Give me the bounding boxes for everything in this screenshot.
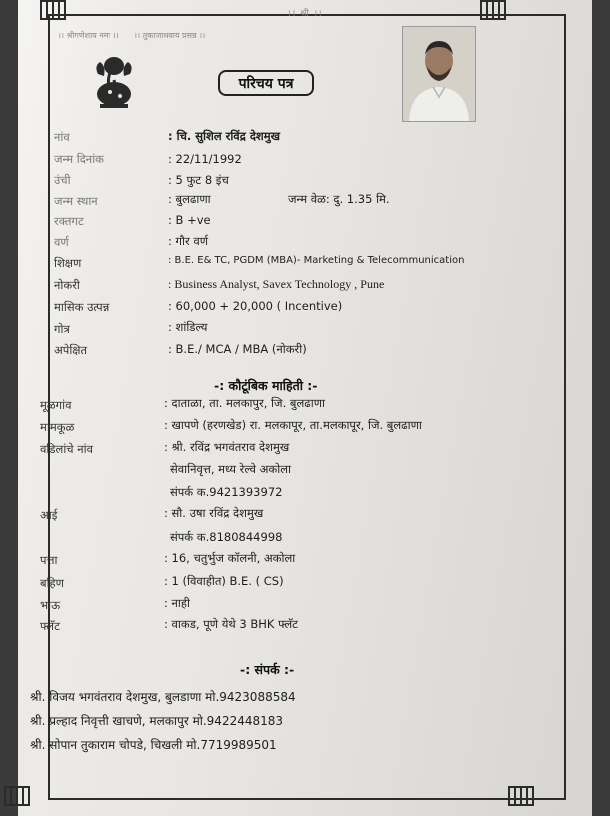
profile-photo	[402, 26, 476, 122]
label-income: मासिक उत्पन्न	[54, 300, 110, 314]
label-complexion: वर्ण	[54, 235, 69, 249]
document-title: परिचय पत्र	[218, 70, 314, 96]
biodata-sheet	[18, 0, 592, 816]
label-sister: बहिण	[40, 576, 64, 590]
corner-ornament-bottom-left	[4, 786, 30, 806]
value-sister: : 1 (विवाहीत) B.E. ( CS)	[164, 574, 284, 588]
contact-heading: -: संपर्क :-	[240, 662, 295, 677]
submantra-left: ।। श्रीगणेशाय नमः ।।	[58, 31, 119, 40]
value-name: : चि. सुशिल रविंद्र देशमुख	[168, 129, 281, 143]
value-brother: : नाही	[164, 596, 190, 610]
label-job: नोकरी	[54, 278, 80, 292]
value-mother: : सौ. उषा रविंद्र देशमुख	[164, 506, 264, 520]
label-mother: आई	[40, 508, 58, 522]
value-gotra: : शांडिल्य	[168, 320, 208, 334]
label-birthplace: जन्म स्थान	[54, 194, 98, 208]
submantra-right: ।। तुकाजाधवाय प्रसन्न ।।	[134, 31, 206, 40]
value-birth-time: जन्म वेळ: दु. 1.35 मि.	[288, 192, 390, 206]
contact-line: श्री. विजय भगवंतराव देशमुख, बुलडाणा मो.9423088584	[30, 690, 296, 704]
value-expectation: : B.E./ MCA / MBA (नोकरी)	[168, 342, 307, 356]
value-dob: : 22/11/1992	[168, 152, 242, 166]
value-address: : 16, चतुर्भुज कॉलनी, अकोला	[164, 551, 296, 565]
value-complexion: : गौर वर्ण	[168, 234, 209, 248]
value-education: : B.E. E& TC, PGDM (MBA)- Marketing & Telecommunication	[168, 255, 465, 266]
value-maternal-family: : खापणे (हरणखेड) रा. मलकापूर, ता.मलकापूर, जि. बुलढाणा	[164, 418, 422, 432]
contact-line: श्री. प्रल्हाद निवृत्ती खाचणे, मलकापुर मो.9422448183	[30, 714, 284, 728]
value-blood-group: : B +ve	[168, 213, 211, 227]
value-father-occupation: सेवानिवृत्त, मध्य रेल्वे अकोला	[170, 462, 291, 476]
label-maternal-family: मामकूळ	[40, 420, 75, 434]
value-mother-contact: संपर्क क.8180844998	[170, 530, 283, 544]
label-native-place: मूळगांव	[40, 398, 72, 412]
value-flat: : वाकड, पूणे येथे 3 BHK फ्लॅट	[164, 617, 298, 631]
label-name: नांव	[54, 130, 70, 144]
header-mantra: ।। श्री ।।	[287, 9, 323, 19]
value-father-contact: संपर्क क.9421393972	[170, 485, 283, 499]
value-job: : Business Analyst, Savex Technology , Pune	[168, 277, 385, 291]
label-education: शिक्षण	[54, 256, 82, 270]
label-address: पत्ता	[40, 553, 58, 567]
label-height: उंची	[54, 173, 71, 187]
value-native-place: : दाताळा, ता. मलकापुर, जि. बुलढाणा	[164, 396, 325, 410]
label-dob: जन्म दिनांक	[54, 152, 105, 166]
label-expectation: अपेक्षित	[54, 343, 88, 357]
ganesh-icon	[90, 52, 138, 110]
label-gotra: गोत्र	[54, 322, 70, 336]
value-income: : 60,000 + 20,000 ( Incentive)	[168, 299, 343, 313]
value-birthplace: : बुलढाणा	[168, 192, 211, 206]
value-height: : 5 फुट 8 इंच	[168, 173, 229, 187]
value-father-name: : श्री. रविंद्र भगवंतराव देशमुख	[164, 440, 290, 454]
corner-ornament-bottom-right	[508, 786, 534, 806]
label-flat: फ्लॅट	[40, 619, 60, 633]
label-brother: भाऊ	[40, 598, 61, 612]
family-heading: -: कौटूंबिक माहिती :-	[214, 378, 318, 393]
label-father-name: वडिलांचे नांव	[40, 442, 94, 456]
contact-line: श्री. सोपान तुकाराम चोपडे, चिखली मो.7719989501	[30, 738, 277, 752]
label-blood-group: रक्तगट	[54, 214, 84, 228]
header-submantra	[58, 30, 358, 41]
